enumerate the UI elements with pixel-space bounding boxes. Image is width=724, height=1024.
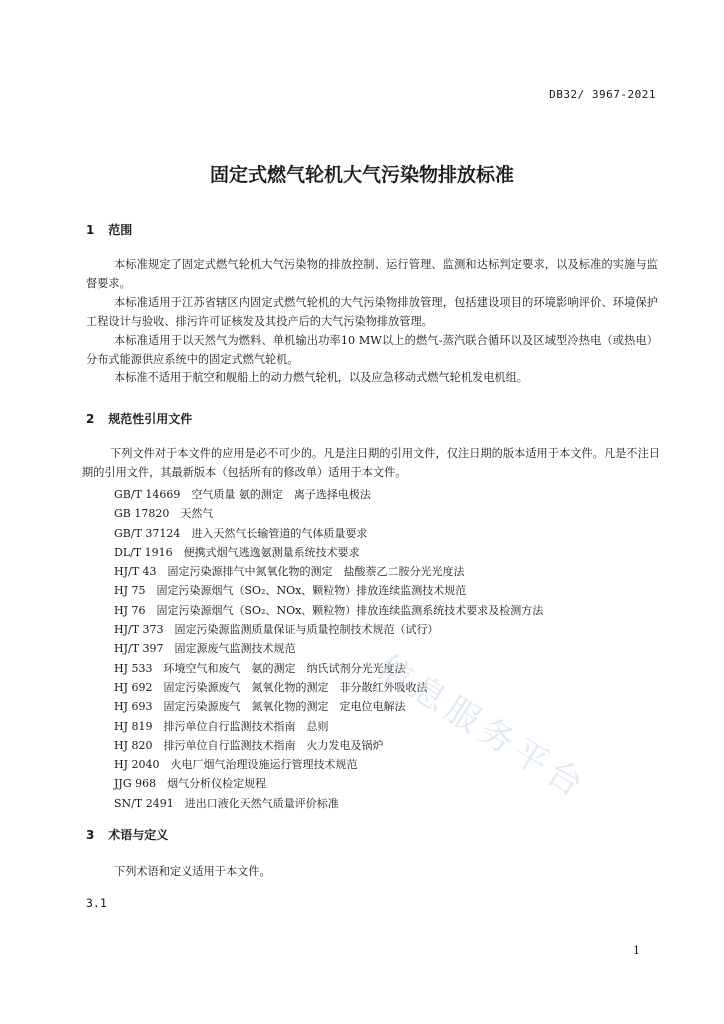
reference-item: HJ/T 43 固定污染源排气中氮氧化物的测定 盐酸萘乙二胺分光光度法 bbox=[114, 565, 465, 579]
section-1-para-2: 本标准适用于江苏省辖区内固定式燃气轮机的大气污染物排放管理，包括建设项目的环境影响评价、环境保护工程设计与验收、排污许可证核发及其投产后的大气污染物排放管理。 bbox=[86, 296, 658, 328]
section-2-number: 2 bbox=[86, 412, 95, 426]
subsection-number: 3.1 bbox=[86, 896, 107, 910]
reference-item: HJ 2040 火电厂烟气治理设施运行管理技术规范 bbox=[114, 758, 358, 772]
section-1-number: 1 bbox=[86, 223, 95, 237]
section-1-heading bbox=[86, 221, 132, 238]
section-3-intro: 下列术语和定义适用于本文件。 bbox=[114, 865, 271, 878]
reference-item: HJ 693 固定污染源废气 氮氧化物的测定 定电位电解法 bbox=[114, 700, 406, 714]
section-2-intro: 下列文件对于本文件的应用是必不可少的。凡是注日期的引用文件，仅注日期的版本适用于本文件。凡是不注日期的引用文件，其最新版本（包括所有的修改单）适用于本文件。 bbox=[82, 447, 660, 479]
standard-code: DB32/ 3967-2021 bbox=[549, 88, 656, 101]
reference-item: HJ 76 固定污染源烟气（SO₂、NOx、颗粒物）排放连续监测系统技术要求及检测方法 bbox=[114, 603, 544, 617]
section-1-title: 范围 bbox=[108, 223, 133, 237]
section-1-para-3: 本标准适用于以天然气为燃料、单机输出功率10 MW以上的燃气-蒸汽联合循环以及区域型冷热电（或热电）分布式能源供应系统中的固定式燃气轮机。 bbox=[86, 334, 658, 366]
document-title: 固定式燃气轮机大气污染物排放标准 bbox=[209, 164, 514, 186]
reference-item: DL/T 1916 便携式烟气逃逸氨测量系统技术要求 bbox=[114, 545, 360, 559]
section-3-heading bbox=[86, 826, 168, 843]
reference-list bbox=[114, 486, 543, 814]
reference-item: HJ/T 373 固定污染源监测质量保证与质量控制技术规范（试行） bbox=[114, 623, 439, 637]
reference-item: HJ 533 环境空气和废气 氨的测定 纳氏试剂分光光度法 bbox=[114, 661, 406, 675]
reference-item: GB 17820 天然气 bbox=[114, 507, 214, 521]
reference-item: GB/T 14669 空气质量 氨的测定 离子选择电极法 bbox=[114, 488, 371, 501]
reference-item: JJG 968 烟气分析仪检定规程 bbox=[114, 777, 267, 791]
watermark: 信息服务平台 bbox=[369, 646, 595, 808]
reference-item: HJ 692 固定污染源废气 氮氧化物的测定 非分散红外吸收法 bbox=[114, 680, 428, 694]
reference-item: HJ 820 排污单位自行监测技术指南 火力发电及锅炉 bbox=[114, 738, 384, 752]
page-number: 1 bbox=[633, 944, 640, 957]
section-3-title: 术语与定义 bbox=[108, 828, 169, 842]
reference-item: HJ 819 排污单位自行监测技术指南 总则 bbox=[114, 719, 329, 733]
section-1-para-1: 本标准规定了固定式燃气轮机大气污染物的排放控制、运行管理、监测和达标判定要求，以及标准的实施与监督要求。 bbox=[86, 258, 658, 290]
reference-item: GB/T 37124 进入天然气长输管道的气体质量要求 bbox=[114, 526, 368, 540]
section-2-title: 规范性引用文件 bbox=[108, 412, 193, 426]
section-2-heading bbox=[86, 410, 192, 427]
reference-item: HJ 75 固定污染源烟气（SO₂、NOx、颗粒物）排放连续监测技术规范 bbox=[114, 584, 467, 598]
reference-item: HJ/T 397 固定源废气监测技术规范 bbox=[114, 642, 296, 656]
reference-item: SN/T 2491 进出口液化天然气质量评价标准 bbox=[114, 796, 339, 810]
section-3-number: 3 bbox=[86, 828, 95, 842]
section-1-para-4: 本标准不适用于航空和舰船上的动力燃气轮机，以及应急移动式燃气轮机发电机组。 bbox=[114, 371, 528, 384]
